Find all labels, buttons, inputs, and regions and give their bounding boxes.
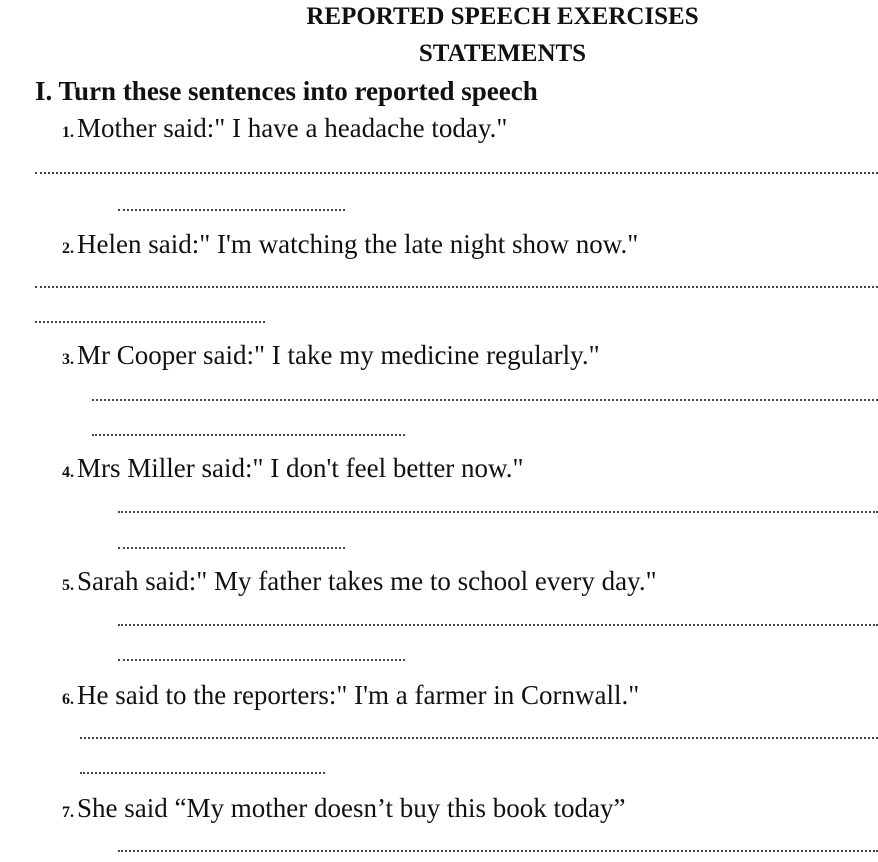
item-number: 2.: [62, 240, 74, 257]
item-text: Mrs Miller said:" I don't feel better now.": [77, 453, 524, 483]
answer-line[interactable]: [118, 624, 878, 626]
item-number: 4.: [62, 464, 74, 481]
document-subtitle: STATEMENTS: [418, 40, 587, 67]
item-text: Mother said:" I have a headache today.": [77, 113, 508, 143]
answer-line[interactable]: [118, 209, 345, 211]
answer-line[interactable]: [118, 659, 405, 661]
item-text: Helen said:" I'm watching the late night show now.": [77, 229, 639, 259]
item-number: 6.: [62, 691, 74, 708]
item-number: 7.: [62, 804, 74, 821]
answer-line[interactable]: [118, 511, 878, 513]
answer-line[interactable]: [92, 434, 405, 436]
answer-line[interactable]: [118, 547, 345, 549]
exercise-heading: I. Turn these sentences into reported speech: [35, 76, 538, 106]
item-text: Mr Cooper said:" I take my medicine regularly.": [77, 340, 600, 370]
exercise-item-1: [62, 113, 507, 144]
exercise-item-7: [62, 793, 625, 824]
answer-line[interactable]: [118, 850, 878, 852]
item-number: 5.: [62, 577, 74, 594]
item-text: Sarah said:" My father takes me to school every day.": [77, 566, 657, 596]
answer-line[interactable]: [35, 172, 878, 174]
item-number: 3.: [62, 351, 74, 368]
item-text: He said to the reporters:" I'm a farmer in Cornwall.": [77, 680, 640, 710]
answer-line[interactable]: [80, 737, 878, 739]
exercise-item-5: [62, 566, 657, 597]
document-title: REPORTED SPEECH EXERCISES: [306, 3, 699, 30]
answer-line[interactable]: [80, 772, 325, 774]
item-number: 1.: [62, 124, 74, 141]
exercise-item-2: [62, 229, 638, 260]
exercise-item-4: [62, 453, 524, 484]
exercise-item-6: [62, 680, 639, 711]
item-text: She said “My mother doesn’t buy this book today”: [77, 793, 626, 823]
answer-line[interactable]: [35, 321, 265, 323]
answer-line[interactable]: [35, 286, 878, 288]
answer-line[interactable]: [92, 399, 878, 401]
exercise-item-3: [62, 340, 600, 371]
